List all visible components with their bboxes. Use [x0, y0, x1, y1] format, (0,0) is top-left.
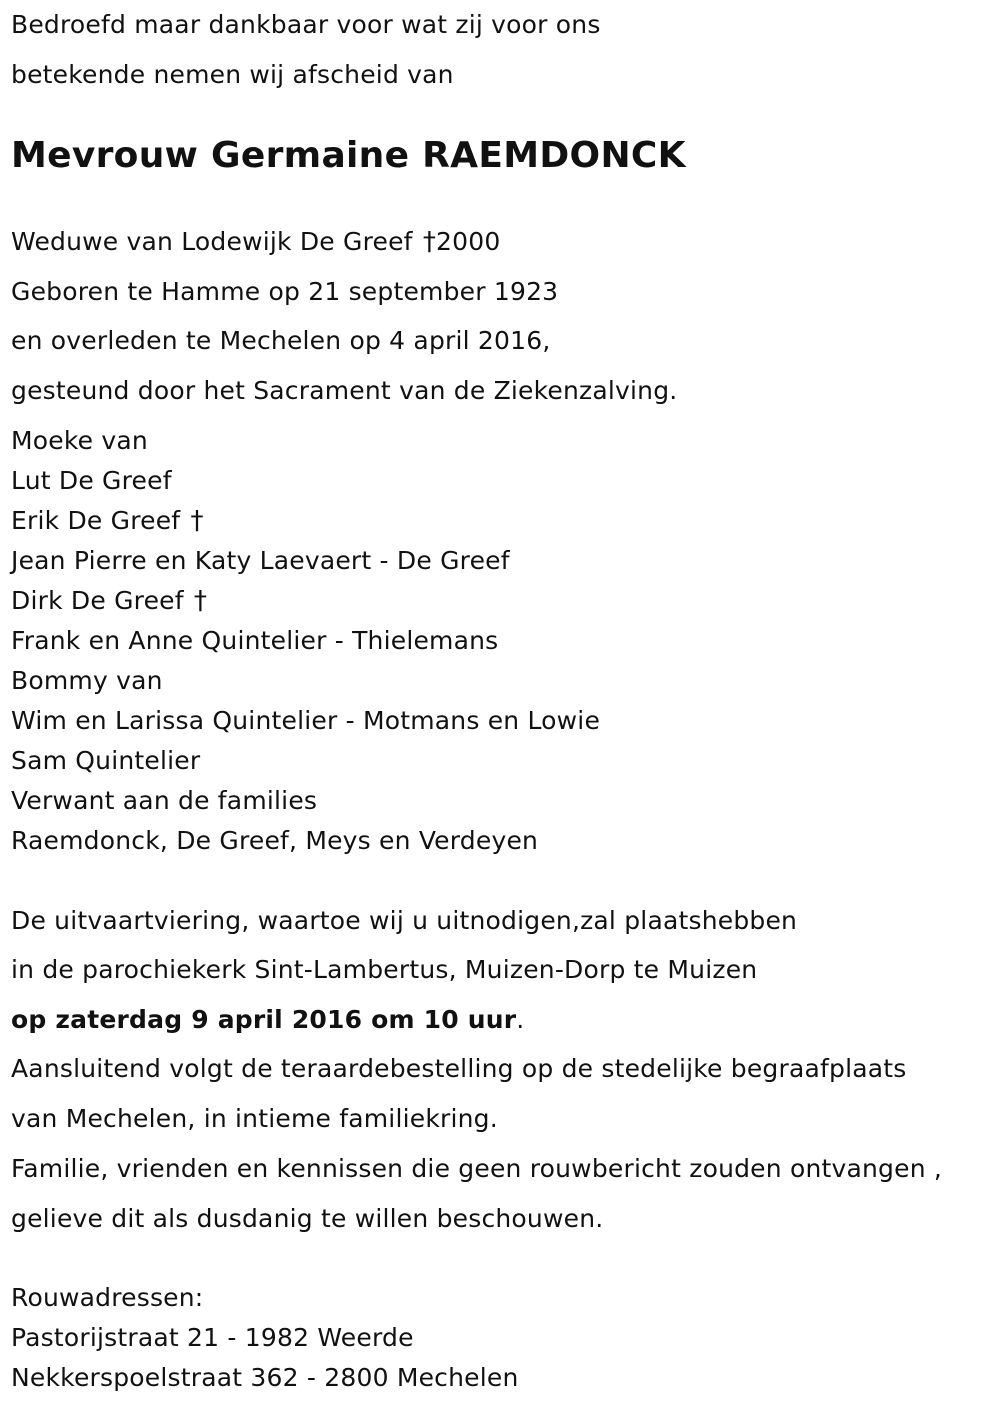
- intro-line-1: Bedroefd maar dankbaar voor wat zij voor ons: [11, 10, 601, 39]
- funeral-date-line: [11, 1005, 524, 1035]
- cross-icon: †: [193, 586, 208, 616]
- burial-line-1: Aansluitend volgt de teraardebestelling op de stedelijke begraafplaats: [11, 1054, 907, 1083]
- sacrament-line: gesteund door het Sacrament van de Ziekenzalving.: [11, 376, 678, 405]
- child-1: Lut De Greef: [11, 466, 172, 495]
- intro-line-2: betekende nemen wij afscheid van: [11, 60, 454, 89]
- cross-icon: †: [422, 227, 437, 257]
- notice-line-2: gelieve dit als dusdanig te willen beschouwen.: [11, 1204, 604, 1233]
- widow-text: Weduwe van Lodewijk De Greef: [11, 227, 421, 256]
- burial-line-2: van Mechelen, in intieme familiekring.: [11, 1104, 498, 1133]
- related-header: Verwant aan de families: [11, 786, 318, 815]
- addresses-header: Rouwadressen:: [11, 1283, 204, 1312]
- grandchild-1: Wim en Larissa Quintelier - Motmans en Lowie: [11, 706, 601, 735]
- funeral-date-suffix: .: [516, 1005, 525, 1034]
- grandchildren-header: Bommy van: [11, 666, 163, 695]
- child-3: Jean Pierre en Katy Laevaert - De Greef: [11, 546, 510, 575]
- child-4: [11, 586, 207, 616]
- child-2-name: Erik De Greef: [11, 506, 189, 535]
- address-1: Pastorijstraat 21 - 1982 Weerde: [11, 1323, 414, 1352]
- widow-line: [11, 227, 500, 257]
- address-2: Nekkerspoelstraat 362 - 2800 Mechelen: [11, 1363, 519, 1392]
- died-line: en overleden te Mechelen op 4 april 2016,: [11, 326, 551, 355]
- child-4-name: Dirk De Greef: [11, 586, 192, 615]
- deceased-name: Mevrouw Germaine RAEMDONCK: [11, 135, 686, 176]
- funeral-line-1: De uitvaartviering, waartoe wij u uitnodigen,zal plaatshebben: [11, 906, 798, 935]
- funeral-date: op zaterdag 9 april 2016 om 10 uur: [11, 1005, 517, 1034]
- children-header: Moeke van: [11, 426, 148, 455]
- child-2: [11, 506, 204, 536]
- child-5: Frank en Anne Quintelier - Thielemans: [11, 626, 499, 655]
- related-families: Raemdonck, De Greef, Meys en Verdeyen: [11, 826, 539, 855]
- grandchild-2: Sam Quintelier: [11, 746, 201, 775]
- born-line: Geboren te Hamme op 21 september 1923: [11, 277, 559, 306]
- widow-year: 2000: [436, 227, 501, 256]
- funeral-line-2: in de parochiekerk Sint-Lambertus, Muizen-Dorp te Muizen: [11, 955, 758, 984]
- cross-icon: †: [190, 506, 204, 536]
- notice-line-1: Familie, vrienden en kennissen die geen rouwbericht zouden ontvangen ,: [11, 1154, 943, 1183]
